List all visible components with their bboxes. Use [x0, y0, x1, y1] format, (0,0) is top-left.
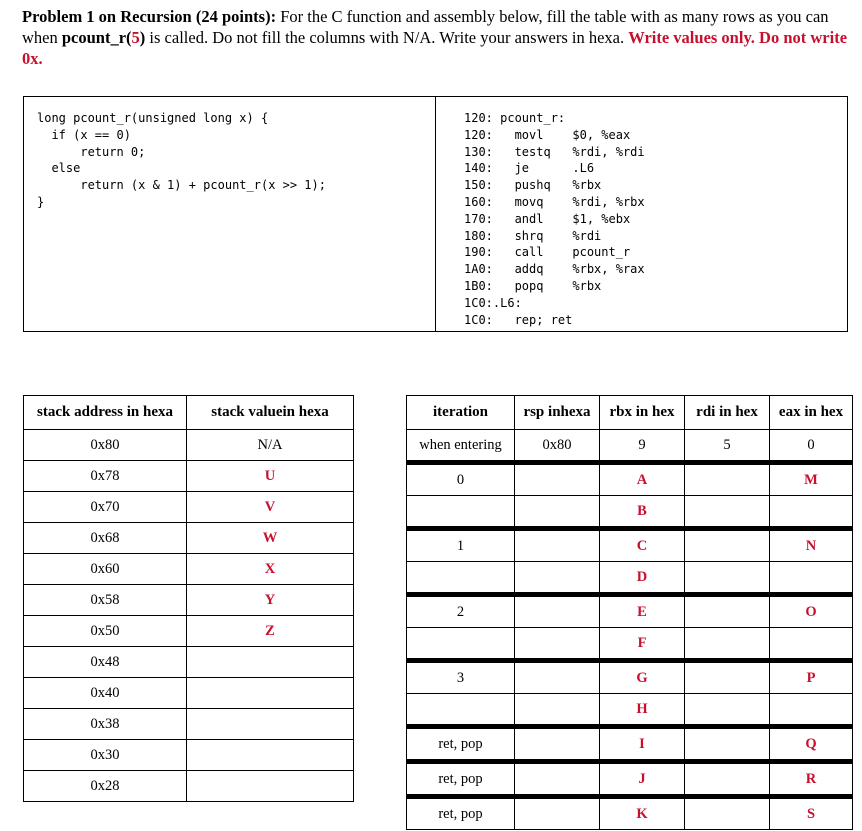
stack-row — [24, 430, 354, 461]
rbx-cell: A — [600, 463, 685, 496]
rbx-cell: C — [600, 529, 685, 562]
rsp-cell — [515, 661, 600, 694]
stack-value-cell: W — [187, 523, 354, 554]
reg-header-rdi: rdi in hex — [685, 396, 770, 430]
register-table — [406, 395, 853, 830]
iteration-cell: when entering — [407, 430, 515, 463]
register-row — [407, 694, 853, 727]
iteration-cell: ret, pop — [407, 727, 515, 762]
stack-row — [24, 771, 354, 802]
rdi-cell — [685, 496, 770, 529]
rsp-cell — [515, 762, 600, 797]
rdi-cell — [685, 463, 770, 496]
rsp-cell — [515, 595, 600, 628]
stack-address-cell: 0x38 — [24, 709, 187, 740]
rdi-cell — [685, 694, 770, 727]
rsp-cell: 0x80 — [515, 430, 600, 463]
rdi-cell — [685, 628, 770, 661]
rdi-cell — [685, 727, 770, 762]
eax-cell: P — [770, 661, 853, 694]
stack-value-cell: X — [187, 554, 354, 585]
problem-text-2: is called. Do not fill the columns with N/A. Write your answers in hexa. — [145, 28, 629, 47]
rdi-cell — [685, 762, 770, 797]
rbx-cell: G — [600, 661, 685, 694]
stack-value-cell — [187, 647, 354, 678]
rbx-cell: H — [600, 694, 685, 727]
eax-cell: 0 — [770, 430, 853, 463]
rdi-cell — [685, 661, 770, 694]
iteration-cell — [407, 694, 515, 727]
eax-cell — [770, 562, 853, 595]
eax-cell — [770, 628, 853, 661]
assembly-code: 120: pcount_r: 120: movl $0, %eax 130: testq %rdi, %rdi 140: je .L6 150: pushq %rbx 160: movq %rdi, %rbx 170: andl $1, %ebx 180: shrq %rdi 190: call pcount_r 1A0: addq %rbx, %rax 1B0: popq %rbx 1C0:.L6: 1C0: rep; ret — [464, 111, 645, 327]
register-row — [407, 496, 853, 529]
stack-table — [23, 395, 354, 802]
code-divider — [435, 97, 436, 331]
register-row — [407, 797, 853, 830]
iteration-cell: ret, pop — [407, 797, 515, 830]
stack-value-cell: U — [187, 461, 354, 492]
rsp-cell — [515, 463, 600, 496]
eax-cell: M — [770, 463, 853, 496]
rsp-cell — [515, 727, 600, 762]
stack-header-address: stack address in hexa — [24, 396, 187, 430]
rdi-cell — [685, 595, 770, 628]
stack-address-cell: 0x40 — [24, 678, 187, 709]
c-code: long pcount_r(unsigned long x) { if (x == 0) return 0; else return (x & 1) + pcount_r(x >> 1); } — [37, 111, 326, 209]
eax-cell: Q — [770, 727, 853, 762]
eax-cell: O — [770, 595, 853, 628]
function-arg: 5 — [131, 28, 140, 47]
eax-cell: N — [770, 529, 853, 562]
reg-header-rbx: rbx in hex — [600, 396, 685, 430]
rsp-cell — [515, 496, 600, 529]
stack-value-cell: Z — [187, 616, 354, 647]
rdi-cell — [685, 562, 770, 595]
register-row — [407, 661, 853, 694]
stack-value-cell — [187, 740, 354, 771]
rsp-cell — [515, 628, 600, 661]
rbx-cell: F — [600, 628, 685, 661]
stack-row — [24, 461, 354, 492]
iteration-cell — [407, 628, 515, 661]
stack-row — [24, 585, 354, 616]
eax-cell: R — [770, 762, 853, 797]
stack-row — [24, 554, 354, 585]
rdi-cell — [685, 797, 770, 830]
rbx-cell: 9 — [600, 430, 685, 463]
reg-header-rsp: rsp inhexa — [515, 396, 600, 430]
rsp-cell — [515, 797, 600, 830]
register-row — [407, 628, 853, 661]
rsp-cell — [515, 562, 600, 595]
register-row — [407, 762, 853, 797]
stack-row — [24, 647, 354, 678]
rsp-cell — [515, 694, 600, 727]
stack-value-cell — [187, 771, 354, 802]
write-values-warning: Write values only. Do not write 0x. — [22, 28, 848, 68]
stack-row — [24, 678, 354, 709]
eax-cell — [770, 694, 853, 727]
iteration-cell: 0 — [407, 463, 515, 496]
rdi-cell — [685, 529, 770, 562]
function-close: ) — [139, 28, 146, 47]
register-row — [407, 529, 853, 562]
iteration-cell — [407, 562, 515, 595]
stack-row — [24, 523, 354, 554]
function-call — [62, 28, 145, 47]
iteration-cell — [407, 496, 515, 529]
register-row — [407, 562, 853, 595]
stack-row — [24, 492, 354, 523]
problem-title: Problem 1 on Recursion (24 points): — [22, 7, 277, 26]
stack-address-cell: 0x28 — [24, 771, 187, 802]
register-row — [407, 595, 853, 628]
iteration-cell: 1 — [407, 529, 515, 562]
rbx-cell: K — [600, 797, 685, 830]
stack-header-value: stack valuein hexa — [187, 396, 354, 430]
register-row — [407, 463, 853, 496]
rbx-cell: D — [600, 562, 685, 595]
stack-value-cell: V — [187, 492, 354, 523]
stack-value-cell — [187, 709, 354, 740]
problem-statement — [22, 6, 847, 69]
stack-row — [24, 740, 354, 771]
stack-address-cell: 0x30 — [24, 740, 187, 771]
stack-address-cell: 0x78 — [24, 461, 187, 492]
eax-cell: S — [770, 797, 853, 830]
iteration-cell: 3 — [407, 661, 515, 694]
problem-text-1: For the C function and assembly below, fill the table with as many rows as you can when — [22, 7, 829, 47]
register-row — [407, 727, 853, 762]
code-box — [23, 96, 848, 332]
rbx-cell: B — [600, 496, 685, 529]
reg-header-iteration: iteration — [407, 396, 515, 430]
eax-cell — [770, 496, 853, 529]
reg-header-eax: eax in hex — [770, 396, 853, 430]
rbx-cell: J — [600, 762, 685, 797]
rbx-cell: E — [600, 595, 685, 628]
rdi-cell: 5 — [685, 430, 770, 463]
stack-row — [24, 616, 354, 647]
function-name: pcount_r( — [61, 28, 132, 47]
stack-address-cell: 0x80 — [24, 430, 187, 461]
stack-value-cell: N/A — [187, 430, 354, 461]
iteration-cell: ret, pop — [407, 762, 515, 797]
stack-address-cell: 0x68 — [24, 523, 187, 554]
stack-address-cell: 0x70 — [24, 492, 187, 523]
stack-address-cell: 0x58 — [24, 585, 187, 616]
stack-address-cell: 0x48 — [24, 647, 187, 678]
stack-address-cell: 0x60 — [24, 554, 187, 585]
stack-address-cell: 0x50 — [24, 616, 187, 647]
iteration-cell: 2 — [407, 595, 515, 628]
stack-value-cell: Y — [187, 585, 354, 616]
rsp-cell — [515, 529, 600, 562]
stack-value-cell — [187, 678, 354, 709]
stack-row — [24, 709, 354, 740]
rbx-cell: I — [600, 727, 685, 762]
register-row — [407, 430, 853, 463]
